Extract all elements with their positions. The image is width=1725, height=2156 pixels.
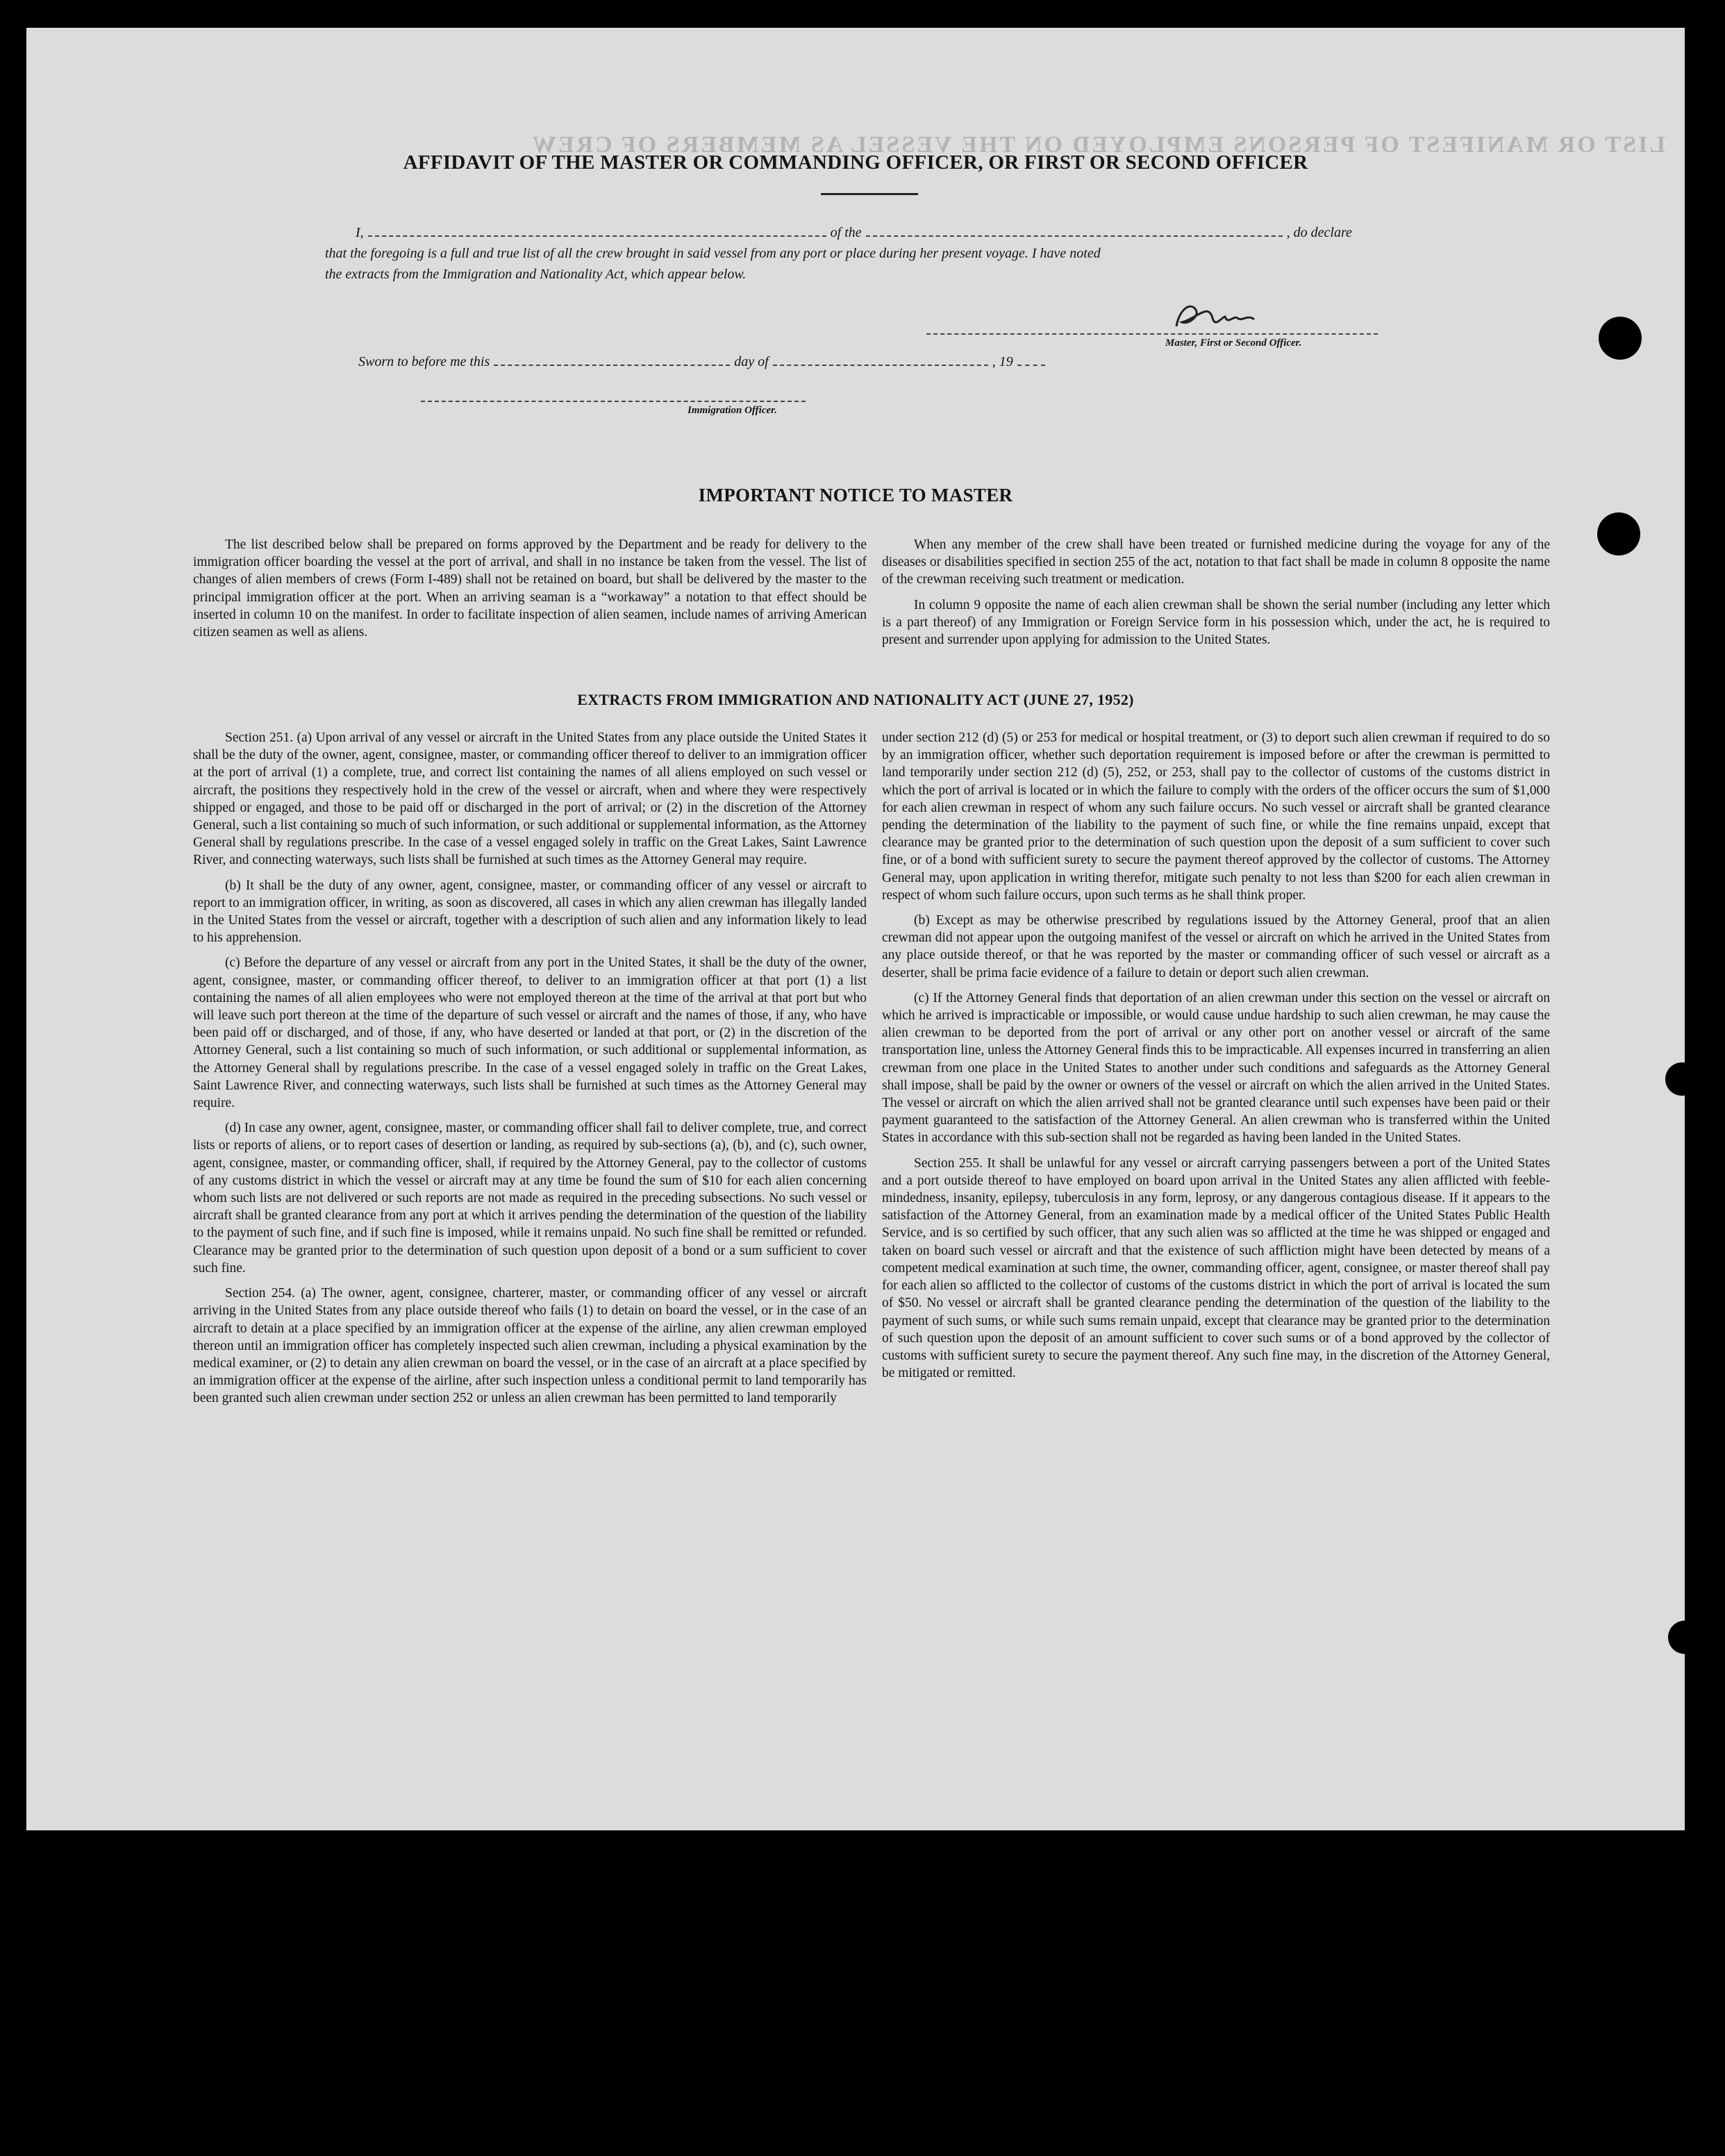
extracts-left-column [193,729,867,1415]
name-blank [368,235,826,237]
section-255: Section 255. It shall be unlawful for any vessel or aircraft carrying passengers between a port of the United States and a port outside thereof to have employed on board upon arrival in the United States any alien afflicted with feeble-mindedness, insanity, epilepsy, tuberculosis in any form, leprosy, or any dangerous contagious disease. If it appears to the satisfaction of the Attorney General, from an examination made by a medical officer of the United States Public Health Service, and is so certified by such officer, that any such alien was so afflicted at the time he was shipped or engaged and taken on board such vessel or aircraft and that the existence of such affliction might have been detected by means of a competent medical examination at such time, the owner, commanding officer, agent, consignee, or master thereof shall pay for each alien so afflicted to the collector of customs of the customs district in which the port of arrival is located the sum of $50. No vessel or aircraft shall be granted clearance pending the determination of the question of the liability to the payment of such sums, or while such sums remain unpaid, except that clearance may be granted prior to the determination of such question upon the deposit of an amount sufficient to cover such sums or of a bond approved by the collector of customs with sufficient surety to secure the payment thereof. Any such fine may, in the discretion of the Attorney General, be mitigated or remitted. [882,1155,1550,1381]
section-254-c: (c) If the Attorney General finds that deportation of an alien crewman under this section on the vessel or aircraft on which he arrived is impracticable or impossible, or would cause undue hardship to such alien crewman, he may cause the alien crewman to be deported from the port of arrival or any other port on another vessel or aircraft of the same transportation line, unless the Attorney General finds this to be impracticable. All expenses incurred in transferring an alien crewman from one place in the United States to another under such conditions and safeguards as the Attorney General shall impose, shall be paid by the owner or owners of the vessel or aircraft on which the alien arrived in the United States. The vessel or aircraft on which the alien arrived shall not be granted clearance until such expenses have been paid or their payment guaranteed to the satisfaction of the Attorney General. An alien crewman who is transferred within the United States in accordance with this sub-section shall not be regarded as having been landed in the United States. [882,990,1550,1146]
punch-hole [1599,317,1642,360]
extracts-title: EXTRACTS FROM IMMIGRATION AND NATIONALITY ACT (JUNE 27, 1952) [577,691,1134,708]
sworn-label: Sworn to before me this [358,354,490,369]
punch-hole [1665,1062,1685,1096]
section-251-d: (d) In case any owner, agent, consignee, master, or commanding officer shall fail to deliver complete, true, and correct lists or reports of aliens, or to report cases of desertion or landing, as required by sub-sections (a), (b), and (c), such owner, agent, consignee, master, or commanding officer, shall, if required by the Attorney General, pay to the collector of customs of any customs district in which the vessel or aircraft may at any time be found the sum of $10 for each alien concerning whom such lists are not delivered or such reports are not made as required in the preceding subsections. No such vessel or aircraft shall be granted clearance from any port at which it arrives pending the determination of the question of the liability to the payment of such fine, and if such fine is imposed, while it remains unpaid. No such fine shall be remitted or refunded. Clearance may be granted prior to the determination of such question upon deposit of a bond or a sum sufficient to cover such fine. [193,1121,867,1276]
title-rule [821,193,918,195]
signature-line [926,333,1378,335]
notice-right-paragraph-1: When any member of the crew shall have been treated or furnished medicine during the voyage for any of the diseases or disabilities specified in section 255 of the act, notation to that fact shall be made in column 8 opposite the name of the crewman receiving such treatment or medication. [882,537,1550,587]
signature-caption: Master, First or Second Officer. [1165,337,1302,349]
section-251-b: (b) It shall be the duty of any owner, agent, consignee, master, or commanding officer of any vessel or aircraft to report to an immigration officer, in writing, as soon as discovered, all cases in which any alien crewman has illegally landed in the United States from the vessel or aircraft, together with a description of such alien and any information likely to lead to his apprehension. [193,878,867,946]
do-declare-label: , do declare [1286,225,1352,240]
section-254-a: Section 254. (a) The owner, agent, consignee, charterer, master, or commanding officer of any vessel or aircraft arriving in the United States from any place outside thereof who fails (1) to detain on board the vessel, or in the case of an aircraft to detain at a place specified by an immigration officer at the expense of the airline, any alien crewman employed thereon until an immigration officer has completely inspected such alien crewman, including a physical examination by the medical examiner, or (2) to detain any alien crewman on board the vessel, or in the case of an aircraft at a place specified by an immigration officer at the expense of the airline, after such inspection unless a conditional permit to land temporarily has been granted such alien crewman under section 252 or unless an alien crewman has been permitted to land temporarily [193,1286,867,1406]
year-label: , 19 [992,354,1013,369]
section-254-a-continued: under section 212 (d) (5) or 253 for medical or hospital treatment, or (3) to deport such alien crewman if required to do so by an immigration officer, whether such deportation requirement is imposed before or after the crewman is permitted to land temporarily under section 212 (d) (5), 252, or 253, shall pay to the collector of customs of the customs district in which the port of arrival is located or in which the failure to comply with the orders of the officer occurs the sum of $1,000 for each alien crewman in respect of whom any such failure occurs. No such vessel or aircraft shall be granted clearance pending the determination of the liability to the payment of such fine, or while the fine remains unpaid, except that clearance may be granted prior to the determination of such question upon the deposit of a sum sufficient to cover such fine, or of a bond with sufficient surety to secure the payment thereof approved by the collector of customs. The Attorney General may, upon application in writing therefor, mitigate such penalty to not less than $200 for each alien crewman in respect of whom such failure occurs, upon such terms as he shall think proper. [882,730,1550,903]
affidavit-title: AFFIDAVIT OF THE MASTER OR COMMANDING OFFICER, OR FIRST OR SECOND OFFICER [403,151,1308,174]
of-the-label: of the [830,225,862,240]
position-blank [866,235,1283,237]
sworn-day-blank [494,365,730,366]
section-251-c: (c) Before the departure of any vessel or aircraft from any port in the United States, it shall be the duty of the owner, agent, consignee, master, or commanding officer thereof, to deliver to an immigration officer at that port (1) a list containing the names of all alien employees who were not employed thereon at the time of the arrival at that port but who will leave such port thereon at the time of the departure of such vessel or aircraft and the names of those, if any, who have been paid off or discharged, and of those, if any, who have deserted or landed at that port, or (2) in the discretion of the Attorney General, such a list containing so much of such information, or such additional or supplemental information, as the Attorney General shall by regulations prescribe. In the case of a vessel engaged solely in traffic on the Great Lakes, Saint Lawrence River, and connecting waterways, such lists shall be furnished at such times as the Attorney General may require. [193,955,867,1111]
notice-title: IMPORTANT NOTICE TO MASTER [698,485,1013,505]
bleed-through-text: LIST OR MANIFEST OF PERSONS EMPLOYED ON THE VESSEL AS MEMBERS OF CREW [530,132,1665,158]
punch-hole [1668,1621,1685,1654]
notice-left-column [193,536,867,649]
notice-right-paragraph-2: In column 9 opposite the name of each alien crewman shall be shown the serial number (including any letter which is a part thereof) of any Immigration or Foreign Service form in his possession which, under the act, he is required to present and surrender upon applying for admission to the United States. [882,597,1550,648]
section-251-a: Section 251. (a) Upon arrival of any vessel or aircraft in the United States from any place outside the United States it shall be the duty of the owner, agent, consignee, master, or commanding officer thereof to deliver to an immigration officer at the port of arrival (1) a complete, true, and correct list containing the names of all aliens employed on such vessel or aircraft, the positions they respectively hold in the crew of the vessel or aircraft, when and where they were respectively shipped or engaged, and those to be paid off or discharged in the port of arrival; or (2) in the discretion of the Attorney General, such a list containing so much of such information, or such additional or supplemental information, as the Attorney General shall by regulations prescribe. In the case of a vessel engaged solely in traffic on the Great Lakes, Saint Lawrence River, and connecting waterways, such lists shall be furnished at such times as the Attorney General may require. [193,730,867,868]
declaration-line-2: that the foregoing is a full and true list of all the crew brought in said vessel from any port or place during her present voyage. I have noted [325,246,1101,261]
section-254-b: (b) Except as may be otherwise prescribed by regulations issued by the Attorney General, proof that an alien crewman did not appear upon the outgoing manifest of the vessel or aircraft on which he arrived in the United States from any place outside thereof, or that he was reported by the master or commanding officer of such vessel or aircraft as a deserter, shall be prima facie evidence of a failure to detain or deport such alien crewman. [882,913,1550,980]
declaration-line-1 [356,225,1352,241]
officer-line [421,401,806,402]
notice-left-paragraph: The list described below shall be prepared on forms approved by the Department and be ready for delivery to the immigration officer boarding the vessel at the port of arrival, and shall in no instance be taken from the vessel. The list of changes of alien members of crews (Form I-489) shall not be retained on board, but shall be delivered by the master to the principal immigration officer at the port. When an arriving seaman is a “workaway” a notation to that effect should be inserted in column 10 on the manifest. In order to facilitate inspection of alien seamen, include names of arriving American citizen seamen as well as aliens. [193,537,867,640]
sworn-line [358,354,1049,370]
year-blank [1017,365,1045,366]
i-label: I, [356,225,364,240]
day-of-label: day of [734,354,769,369]
notice-right-column [882,536,1550,656]
officer-caption: Immigration Officer. [688,405,777,416]
extracts-right-column [882,729,1550,1389]
month-blank [773,365,988,366]
document-page [26,28,1685,1830]
declaration-line-3: the extracts from the Immigration and Nationality Act, which appear below. [325,267,747,282]
punch-hole [1597,512,1640,555]
signature-image [1169,297,1274,339]
